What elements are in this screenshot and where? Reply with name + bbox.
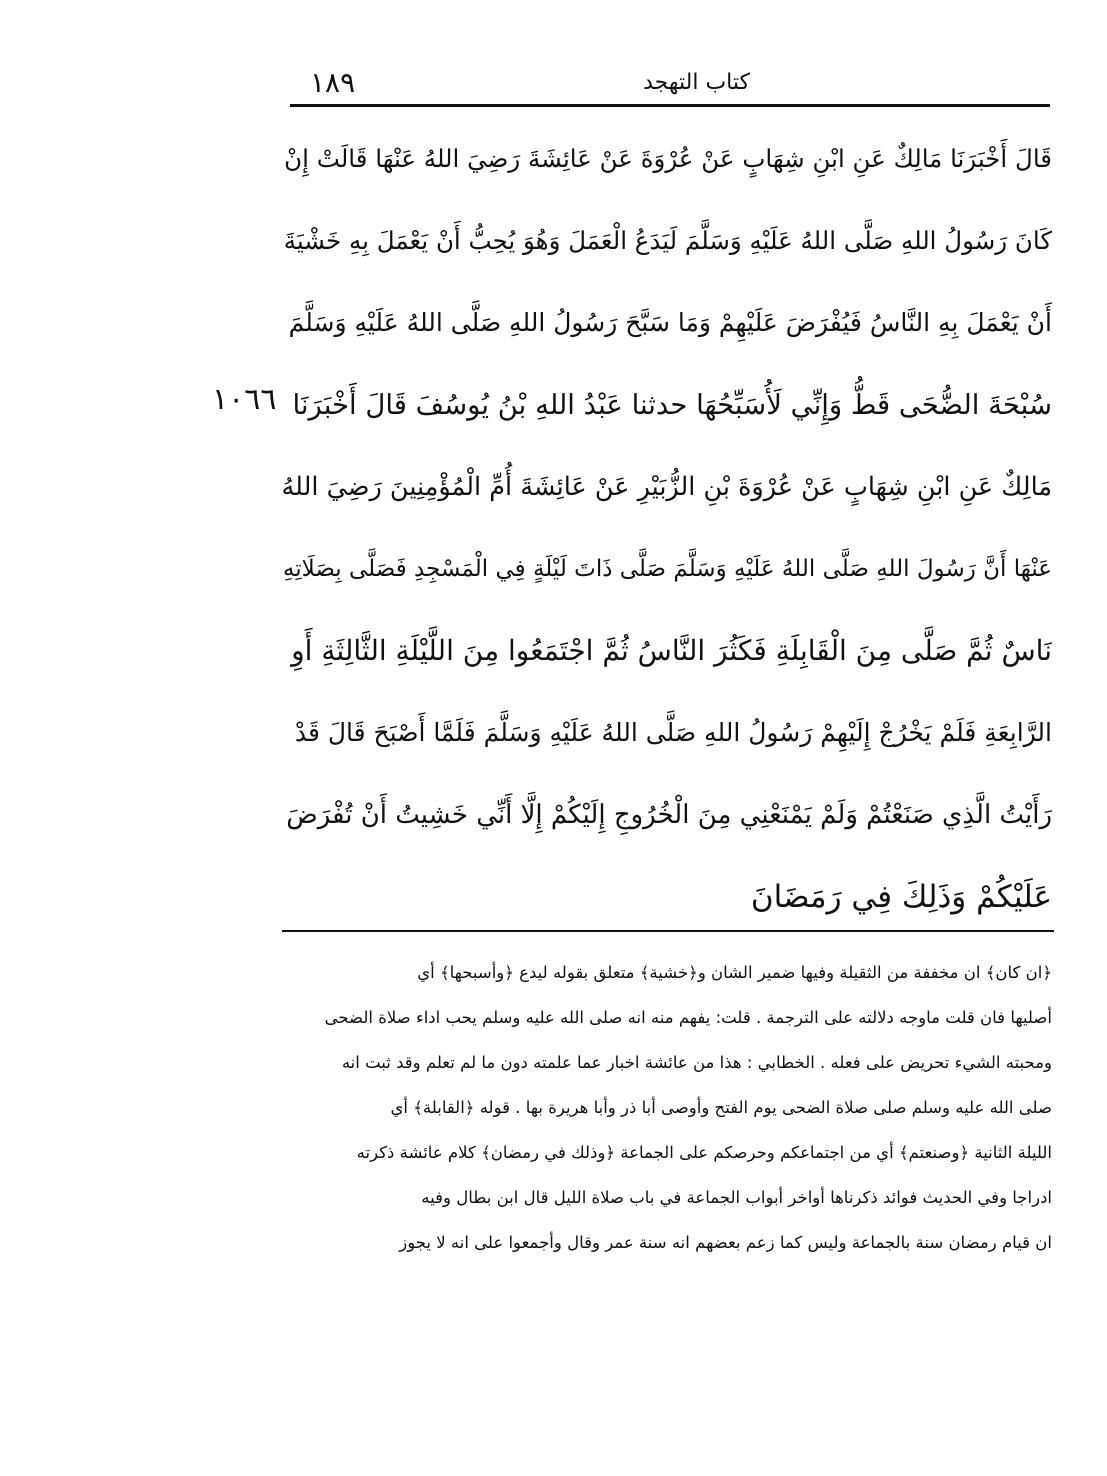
footnote-line: أصليها فان قلت ماوجه دلالته على الترجمة . قلت: يفهم منه انه صلى الله عليه وسلم يحب اداء صلاة الضحى [324,1008,1052,1027]
main-text [282,118,1052,938]
footnote-divider [282,930,1054,932]
footnote-line: ومحبته الشيء تحريض على فعله . الخطابي : هذا من عائشة اخبار عما علمته دون ما لم تعلم وقد ثبت انه [341,1053,1052,1072]
main-text-line: سُبْحَةَ الضُّحَى قَطُّ وَإِنِّي لَأُسَبِّحُهَا حدثنا عَبْدُ اللهِ بْنُ يُوسُفَ قَالَ أَخْبَرَنَا [292,389,1052,421]
main-text-line: أَنْ يَعْمَلَ بِهِ النَّاسُ فَيُفْرَضَ عَلَيْهِمْ وَمَا سَبَّحَ رَسُولُ اللهِ صَلَّى اللهُ عَلَيْهِ وَسَلَّمَ [288,308,1052,337]
page-number: ١٨٩ [310,66,356,99]
main-text-line: كَانَ رَسُولُ اللهِ صَلَّى اللهُ عَلَيْهِ وَسَلَّمَ لَيَدَعُ الْعَمَلَ وَهُوَ يُحِبُّ أَنْ يَعْمَلَ بِهِ خَشْيَةَ [283,226,1052,255]
footnotes [282,950,1052,1265]
header-divider [290,104,1050,107]
footnote-line: صلى الله عليه وسلم صلى صلاة الضحى يوم الفتح وأوصى أبا ذر وأبا هريرة بها . قوله ﴿القابلة﴾ أي [390,1098,1052,1117]
page-header [290,62,1050,108]
main-text-line: عَلَيْكُمْ وَذَلِكَ فِي رَمَضَانَ [750,879,1052,915]
main-text-line: عَنْهَا أَنَّ رَسُولَ اللهِ صَلَّى اللهُ عَلَيْهِ وَسَلَّمَ صَلَّى ذَاتَ لَيْلَةٍ فِي الْمَسْجِدِ فَصَلَّى بِصَلَاتِهِ [282,556,1052,582]
footnote-line: الليلة الثانية ﴿وصنعتم﴾ أي من اجتماعكم وحرصكم على الجماعة ﴿وذلك في رمضان﴾ كلام عائشة ذكرته [356,1143,1052,1162]
book-title: كتاب التهجد [643,70,750,95]
main-text-line: نَاسٌ ثُمَّ صَلَّى مِنَ الْقَابِلَةِ فَكَثُرَ النَّاسُ ثُمَّ اجْتَمَعُوا مِنَ اللَّيْلَةِ الثَّالِثَةِ أَوِ [291,634,1052,667]
main-text-line: الرَّابِعَةِ فَلَمْ يَخْرُجْ إِلَيْهِمْ رَسُولُ اللهِ صَلَّى اللهُ عَلَيْهِ وَسَلَّمَ فَلَمَّا أَصْبَحَ قَالَ قَدْ [294,718,1052,747]
main-text-line: رَأَيْتُ الَّذِي صَنَعْتُمْ وَلَمْ يَمْنَعْنِي مِنَ الْخُرُوجِ إِلَيْكُمْ إِلَّا أَنِّي خَشِيتُ أَنْ تُفْرَضَ [286,800,1052,830]
footnote-line: ان قيام رمضان سنة بالجماعة وليس كما زعم بعضهم انه سنة عمر وقال وأجمعوا على انه لا يجوز [399,1233,1052,1252]
main-text-line: مَالِكٌ عَنِ ابْنِ شِهَابٍ عَنْ عُرْوَةَ بْنِ الزُّبَيْرِ عَنْ عَائِشَةَ أُمِّ الْمُؤْمِنِينَ رَضِيَ اللهُ [282,472,1052,502]
footnote-line: ادراجا وفي الحديث فوائد ذكرناها أواخر أبواب الجماعة في باب صلاة الليل قال ابن بطال وفيه [421,1188,1052,1207]
main-text-line: قَالَ أَخْبَرَنَا مَالِكٌ عَنِ ابْنِ شِهَابٍ عَنْ عُرْوَةَ عَنْ عَائِشَةَ رَضِيَ اللهُ عَنْهَا قَالَتْ إِنْ [284,144,1052,173]
hadith-number: ١٠٦٦ [212,382,277,417]
footnote-line: ﴿ان كان﴾ ان مخففة من الثقيلة وفيها ضمير الشان و﴿خشية﴾ متعلق بقوله ليدع ﴿وأسبحها﴾ أي [417,963,1052,982]
